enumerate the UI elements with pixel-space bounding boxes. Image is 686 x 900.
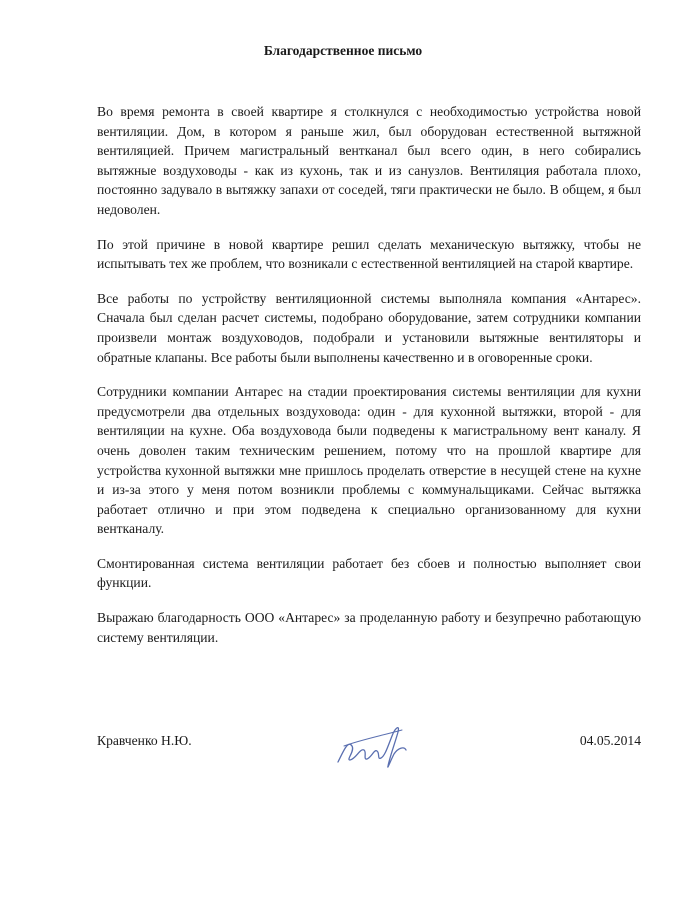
paragraph-1: Во время ремонта в своей квартире я столкнулся с необходимостью устройства новой вентиляции. Дом, в котором я раньше жил, был оборудован естественной вытяжной вентиляцией. Причем магистральный вентканал был всего один, в него собирались вытяжные воздуховоды - как из кухонь, так и из санузлов. Вентиляция работала плохо, постоянно задувало в вытяжку запахи от соседей, тяги практически не было. В общем, я был недоволен. bbox=[97, 104, 641, 217]
paragraph-5: Смонтированная система вентиляции работает без сбоев и полностью выполняет свои функции. bbox=[97, 555, 641, 591]
signer-name: Кравченко Н.Ю. bbox=[97, 733, 192, 748]
paragraph-2: По этой причине в новой квартире решил сделать механическую вытяжку, чтобы не испытывать тех же проблем, что возникали с естественной вентиляцией на старой квартире. bbox=[97, 236, 641, 272]
paragraph-6: Выражаю благодарность ООО «Антарес» за проделанную работу и безупречно работающую систему вентиляции. bbox=[97, 610, 641, 645]
paragraph-3: Все работы по устройству вентиляционной системы выполняла компания «Антарес». Сначала был сделан расчет системы, подобрано оборудование, затем сотрудники компании произвели монтаж воздуховодов, подобрали и установили вытяжные вентиляторы и обратные клапаны. Все работы были выполнены качественно и в оговоренные сроки. bbox=[97, 290, 641, 365]
paragraph-4: Сотрудники компании Антарес на стадии проектирования системы вентиляции для кухни предусмотрели два отдельных воздуховода: один - для кухонной вытяжки, второй - для вентиляции на кухне. Оба воздуховода были подведены к магистральному вент каналу. Я очень доволен таким техническим решением, потому что на прошлой квартире для устройства кухонной вытяжки мне пришлось проделать отверстие в несущей стене на кухне и из-за этого у меня потом возникли проблемы с коммунальщиками. Сейчас вытяжка работает отлично и при этом подведена к специально организованному для кухни вентканалу. bbox=[97, 384, 641, 537]
letter-date: 04.05.2014 bbox=[579, 733, 641, 748]
letter-title: Благодарственное письмо bbox=[263, 43, 423, 58]
letter-body bbox=[97, 102, 641, 662]
handwritten-signature bbox=[330, 716, 412, 774]
